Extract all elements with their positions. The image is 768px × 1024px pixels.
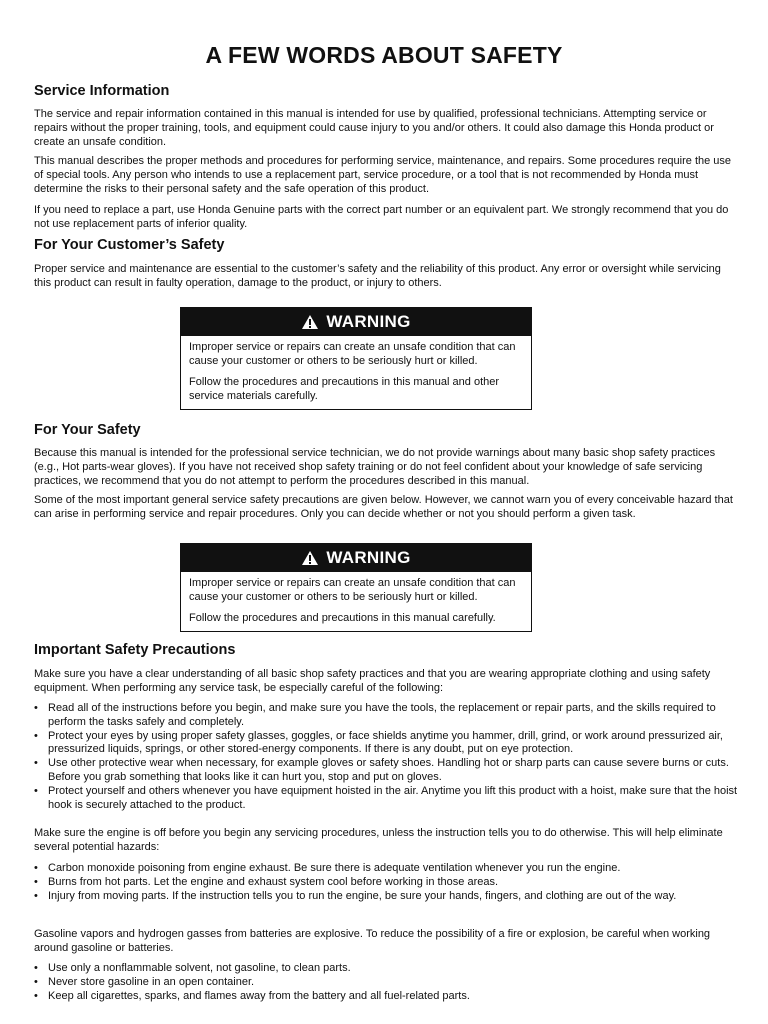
list-item: • Protect yourself and others whenever you have equipment hoisted in the air. Anytime you lift this product with a hoist, make sure that the hoist hook is securely attached to the product.: [34, 785, 738, 813]
your-safety-paragraph-2: Some of the most important general service safety precautions are given below. However, we cannot warn you of every conceivable hazard that can arise in performing service and repair procedures. Only you can decide whether or not you should perform a given task.: [34, 494, 733, 520]
service-information-heading: Service Information: [34, 83, 170, 99]
fuel-precautions-list: [34, 962, 738, 1003]
list-item: • Never store gasoline in an open container.: [34, 976, 738, 990]
list-item: • Burns from hot parts. Let the engine and exhaust system cool before working in those areas.: [34, 876, 738, 890]
list-item: • Injury from moving parts. If the instruction tells you to run the engine, be sure your hands, fingers, and clothing are out of the way.: [34, 890, 738, 904]
engine-off-paragraph: Make sure the engine is off before you begin any servicing procedures, unless the instruction tells you to do otherwise. This will help eliminate several potential hazards:: [34, 827, 723, 853]
list-item: • Read all of the instructions before you begin, and make sure you have the tools, the replacement or repair parts, and the skills required to perform the tasks safely and completely.: [34, 702, 738, 730]
warning-label: WARNING: [326, 548, 411, 567]
warning-text-1: Improper service or repairs can create an unsafe condition that can cause your customer or others to be seriously hurt or killed.: [189, 341, 516, 367]
page-title: A FEW WORDS ABOUT SAFETY: [205, 42, 563, 68]
list-item: • Keep all cigarettes, sparks, and flames away from the battery and all fuel-related parts.: [34, 990, 738, 1004]
safety-practices-list: [34, 702, 738, 812]
warning-label: WARNING: [326, 312, 411, 331]
list-item: • Use other protective wear when necessary, for example gloves or safety shoes. Handling hot or sharp parts can cause severe burns or cuts. Before you grab something that looks like it can hurt you, stop and put on gloves.: [34, 757, 738, 785]
your-safety-heading: For Your Safety: [34, 422, 141, 438]
warning-text-2: Follow the procedures and precautions in this manual carefully.: [189, 612, 496, 624]
your-safety-paragraph-1: Because this manual is intended for the professional service technician, we do not provide warnings about many basic shop safety practices (e.g., Hot parts-wear gloves). If you have not received shop safety training or do not feel confident about your knowledge of safe servicing practices, we recommend that you do not attempt to perform the procedures described in this manual.: [34, 447, 716, 487]
customer-safety-heading: For Your Customer’s Safety: [34, 237, 225, 253]
service-information-paragraph-3: If you need to replace a part, use Honda Genuine parts with the correct part number or an equivalent part. We strongly recommend that you do not use replacement parts of inferior quality.: [34, 204, 729, 230]
list-item: • Carbon monoxide poisoning from engine exhaust. Be sure there is adequate ventilation whenever you run the engine.: [34, 862, 738, 876]
service-information-paragraph-1: The service and repair information contained in this manual is intended for use by qualified, professional technicians. Attempting service or repairs without the proper training, tools, and equipment could cause injury to you and/or others. It could also damage this Honda product or create an unsafe condition.: [34, 108, 714, 148]
warning-box-1: [180, 307, 532, 410]
warning-triangle-icon: [301, 314, 319, 330]
list-item: • Use only a nonflammable solvent, not gasoline, to clean parts.: [34, 962, 738, 976]
warning-banner: [181, 544, 531, 572]
warning-text-2: Follow the procedures and precautions in this manual and other service materials carefully.: [189, 376, 500, 402]
service-information-paragraph-2: This manual describes the proper methods and procedures for performing service, maintenance, and repairs. Some procedures require the use of special tools. Any person who intends to use a replacement part, service procedure, or a tool that is not recommended by Honda must determine the risks to their personal safety and the safe operation of this product.: [34, 155, 732, 195]
warning-text-1: Improper service or repairs can create an unsafe condition that can cause your customer or others to be seriously hurt or killed.: [189, 577, 516, 603]
warning-box-2: [180, 543, 532, 632]
customer-safety-paragraph: Proper service and maintenance are essential to the customer’s safety and the reliability of this product. Any error or oversight while servicing this product can result in faulty operation, damage to the product, or injury to others.: [34, 263, 721, 289]
warning-triangle-icon: [301, 550, 319, 566]
engine-hazards-list: [34, 862, 738, 903]
safety-precautions-intro: Make sure you have a clear understanding of all basic shop safety practices and that you are wearing appropriate clothing and using safety equipment. When performing any service task, be especially careful of the following:: [34, 668, 711, 694]
list-item: • Protect your eyes by using proper safety glasses, goggles, or face shields anytime you hammer, drill, grind, or work around pressurized air, pressurized liquids, springs, or other stored-energy components. If there is any doubt, put on eye protection.: [34, 730, 738, 758]
warning-banner: [181, 308, 531, 336]
safety-precautions-heading: Important Safety Precautions: [34, 642, 236, 658]
gasoline-paragraph: Gasoline vapors and hydrogen gasses from batteries are explosive. To reduce the possibility of a fire or explosion, be careful when working around gasoline or batteries.: [34, 928, 711, 954]
